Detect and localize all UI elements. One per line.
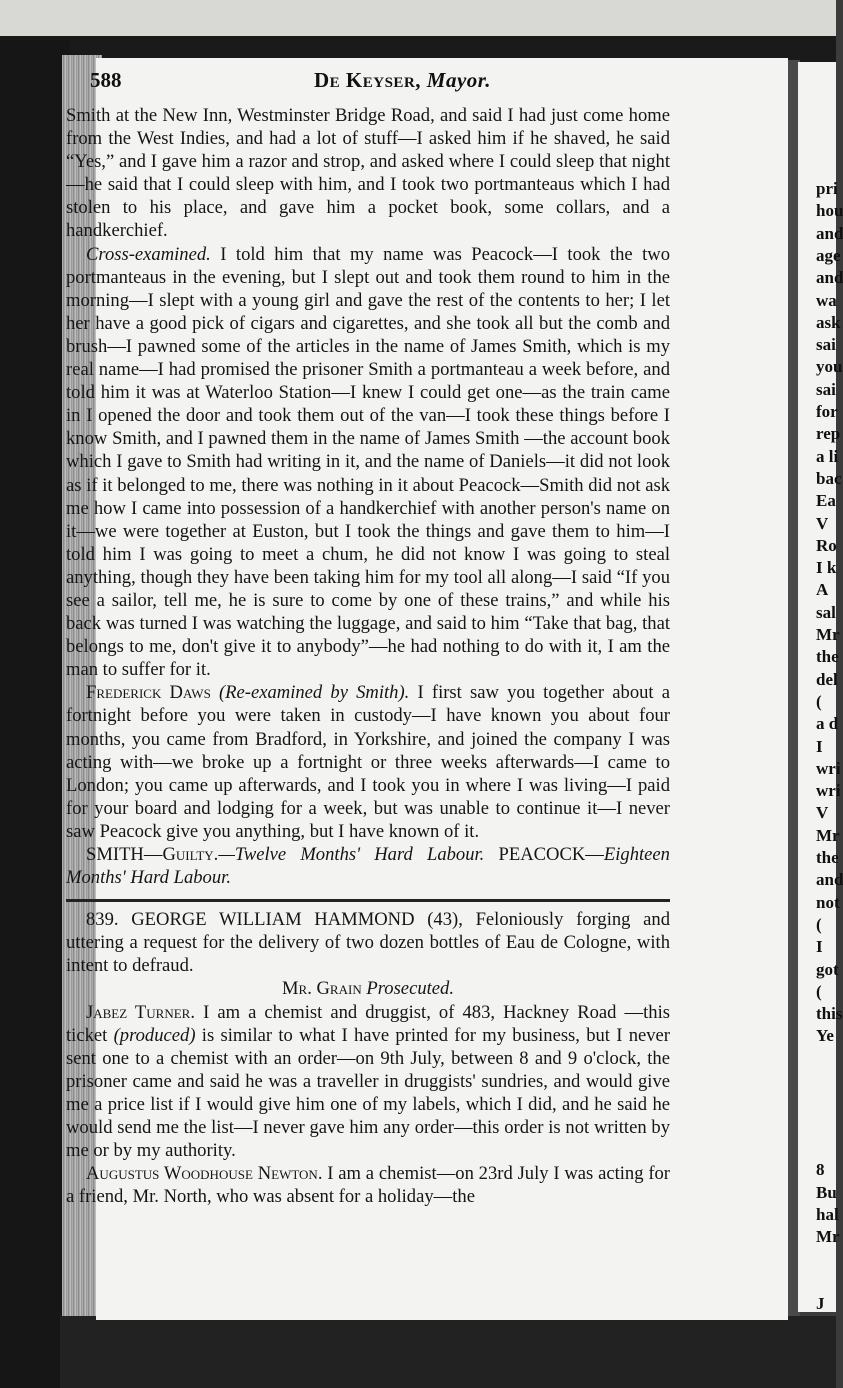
facing-page-fragment: this <box>816 1004 843 1024</box>
turner-text-a: I am a chemist and druggist, of 483, Hackney Road —this ticket <box>66 1001 670 1046</box>
facing-page-fragment: age <box>816 245 841 265</box>
facing-page-fragment: and <box>816 870 843 890</box>
verdict-smith: SMITH— <box>86 844 163 865</box>
facing-page-fragment: got <box>816 959 839 979</box>
facing-page-fragment: and <box>816 223 843 243</box>
cross-examined-label: Cross-examined. <box>86 243 211 265</box>
case-charge: Feloniously forging and uttering a request for the delivery of two dozen bottles of Eau de Cologne, with intent to defraud. <box>66 909 671 977</box>
running-title-name: De Keyser, <box>314 68 422 92</box>
facing-page-fragment: pri <box>816 179 838 198</box>
turner-produced: (produced) <box>113 1024 196 1046</box>
verdict-peacock: PEACOCK— <box>498 844 604 865</box>
section-rule <box>66 899 670 902</box>
case-age: (43), <box>427 909 463 931</box>
facing-page-fragment: del <box>816 669 838 689</box>
facing-page-fragment: 8 <box>816 1160 825 1180</box>
facing-page-fragment: Bu <box>816 1182 837 1202</box>
facing-page-fragment: sal <box>816 602 836 622</box>
paragraph-daws <box>66 681 670 843</box>
turner-text-b: is similar to what I have printed for my business, but I never sent one to a chemist with an order—on 9th July, between 8 and 9 o'clock, the prisoner came and said he was a traveller in druggists' sundries, and would give me a price list if I would give him one of my labels, which I did, and he said he would send me the list—I never gave him any order—this order is not written by me or by my authority. <box>66 1024 670 1162</box>
facing-page-fragment: ( <box>816 691 822 711</box>
page-number: 588 <box>90 68 122 92</box>
facing-page-fragment: Ea <box>816 491 836 511</box>
facing-page-fragment: sai <box>816 379 836 399</box>
facing-page-fragment: ( <box>816 914 822 934</box>
case-heading <box>66 908 670 977</box>
facing-page-fragment: rep <box>816 424 841 444</box>
facing-page-fragment: bac <box>816 468 842 488</box>
facing-page-fragment: and <box>816 268 843 288</box>
facing-page-fragment: I k <box>816 558 837 578</box>
cross-examined-text: two portmanteaus in the evening, but I slept out and took them round to him in the morning—I slept with a young girl and gave the rest of the contents to her; I let her have a good pick of cigars and cigarettes, and she took all but the comb and brush—I pawned some of the articles in the name of James Smith, which is my real name—I had promised the prisoner Smith a portmanteau a week before, and told him it was at Waterloo Station—I knew I could get one—as the train came in I opened the door and took them out of the van—I took these things before I know Smith, and I pawned them in the name of James Smith —the account book which I gave to Smith had writing in it, and the name of Daniels—it did not look as if it belonged to me, there was nothing in it about Peacock—Smith did not ask me how I came into possession of a handkerchief with another person's name on it—we were together at Euston, but I took the things and gave them to him—I told him I was going to meet a chum, he did not know I was going to steal anything, though they have been taking him for my tool all along—I said “If you see a sailor, tell me, he is sure to come by one of these trains,” and while his back was turned I was watching the luggage, and said to him “Take that bag, that belongs to me, don't give it to anybody”—he had nothing to do with it, I am the man to suffer for it. <box>66 243 670 681</box>
scan-bottom-shadow <box>60 1316 836 1388</box>
verdict-smith-sentence: —Twelve Months' Hard Labour. <box>218 844 485 865</box>
verdict-peacock-sentence: Eighteen Months' Hard Labour. <box>66 844 670 889</box>
page-body <box>66 104 670 1208</box>
page-header <box>90 66 690 98</box>
facing-page-fragment: sai <box>816 335 836 355</box>
facing-page-fragment: Ro <box>816 535 837 555</box>
paragraph-turner <box>66 1001 670 1163</box>
witness-turner: Jabez Turner. <box>86 1001 195 1023</box>
facing-page-fragment: V <box>816 803 829 823</box>
facing-page-fragment: Ye <box>816 1026 834 1046</box>
case-number: 839. <box>86 909 119 931</box>
facing-page-fragment: for <box>816 402 838 421</box>
facing-page-fragment: I <box>816 736 823 756</box>
facing-page-fragment: I <box>816 937 823 957</box>
facing-page-fragment: A <box>816 580 829 600</box>
facing-page-fragment: V <box>816 513 829 533</box>
witness-newton: Augustus Woodhouse Newton. <box>86 1163 323 1185</box>
paragraph-smith-new-inn: Smith at the New Inn, Westminster Bridge Road, and said I had just come home from the West Indies, and had a lot of stuff—I asked him if he shaved, he said “Yes,” and I gave him a razor and strop, and asked where I could sleep that night—he said that I could sleep with him, and I took two portmanteaus which I had stolen to his place, and gave him a pocket book, some collars, and a handkerchief. <box>66 105 670 242</box>
facing-page-fragment: Mr <box>816 825 840 845</box>
prosecuted-label: Prosecuted. <box>366 978 454 1000</box>
facing-page-fragment: you <box>816 357 843 377</box>
facing-page-fragment: wri <box>816 758 841 778</box>
facing-page-fragment: wa <box>816 290 837 310</box>
verdict-smith-guilty: Guilty. <box>162 844 219 865</box>
facing-page-fragment: a li <box>816 446 839 466</box>
facing-page-fragment: the <box>816 848 839 867</box>
facing-page-fragment: hal <box>816 1204 839 1224</box>
facing-page-fragment: a d <box>816 714 839 734</box>
verdict-line <box>66 843 670 889</box>
running-title <box>314 68 491 93</box>
facing-page-fragment: ask <box>816 312 841 332</box>
facing-page-fragment: not <box>816 892 840 912</box>
newton-text: I am a chemist—on 23rd July I was acting for a friend, Mr. North, who was absent for a holiday—the <box>66 1163 670 1208</box>
prosecution-line <box>66 977 670 1000</box>
facing-page-fragment: hou <box>816 201 843 221</box>
paragraph-newton <box>66 1162 670 1208</box>
facing-page <box>798 62 843 1313</box>
book-spine <box>0 40 70 1388</box>
daws-text: I first saw you together about a fortnight before you were taken in custody—I have known you about four months, you came from Bradford, in Yorkshire, and joined the company I was acting with—we broke up a fortnight or three weeks afterwards—I came to London; you came up afterwards, and I took you in where I was living—I paid for your board and lodging for a week, but was unable to continue it—I never saw Peacock give you anything, but I have known of it. <box>66 682 671 842</box>
daws-note: (Re-examined by Smith). <box>218 682 410 704</box>
witness-daws: Frederick Daws <box>86 682 211 704</box>
facing-page-fragment: Mr <box>816 625 840 644</box>
facing-page-fragment: J <box>816 1294 825 1313</box>
facing-page-fragment: the <box>816 647 839 667</box>
facing-page-fragment: ( <box>816 981 822 1001</box>
facing-page-fragment: wri <box>816 781 841 801</box>
case-defendant: GEORGE WILLIAM HAMMOND <box>131 909 415 931</box>
facing-page-fragment: Mr <box>816 1227 840 1247</box>
running-title-office: Mayor. <box>426 68 492 92</box>
cross-examined-opening: I told him that my name was Peacock—I took the <box>220 243 633 265</box>
paragraph-cross-examined <box>66 243 670 682</box>
prosecutor-name: Mr. Grain <box>282 978 362 1000</box>
